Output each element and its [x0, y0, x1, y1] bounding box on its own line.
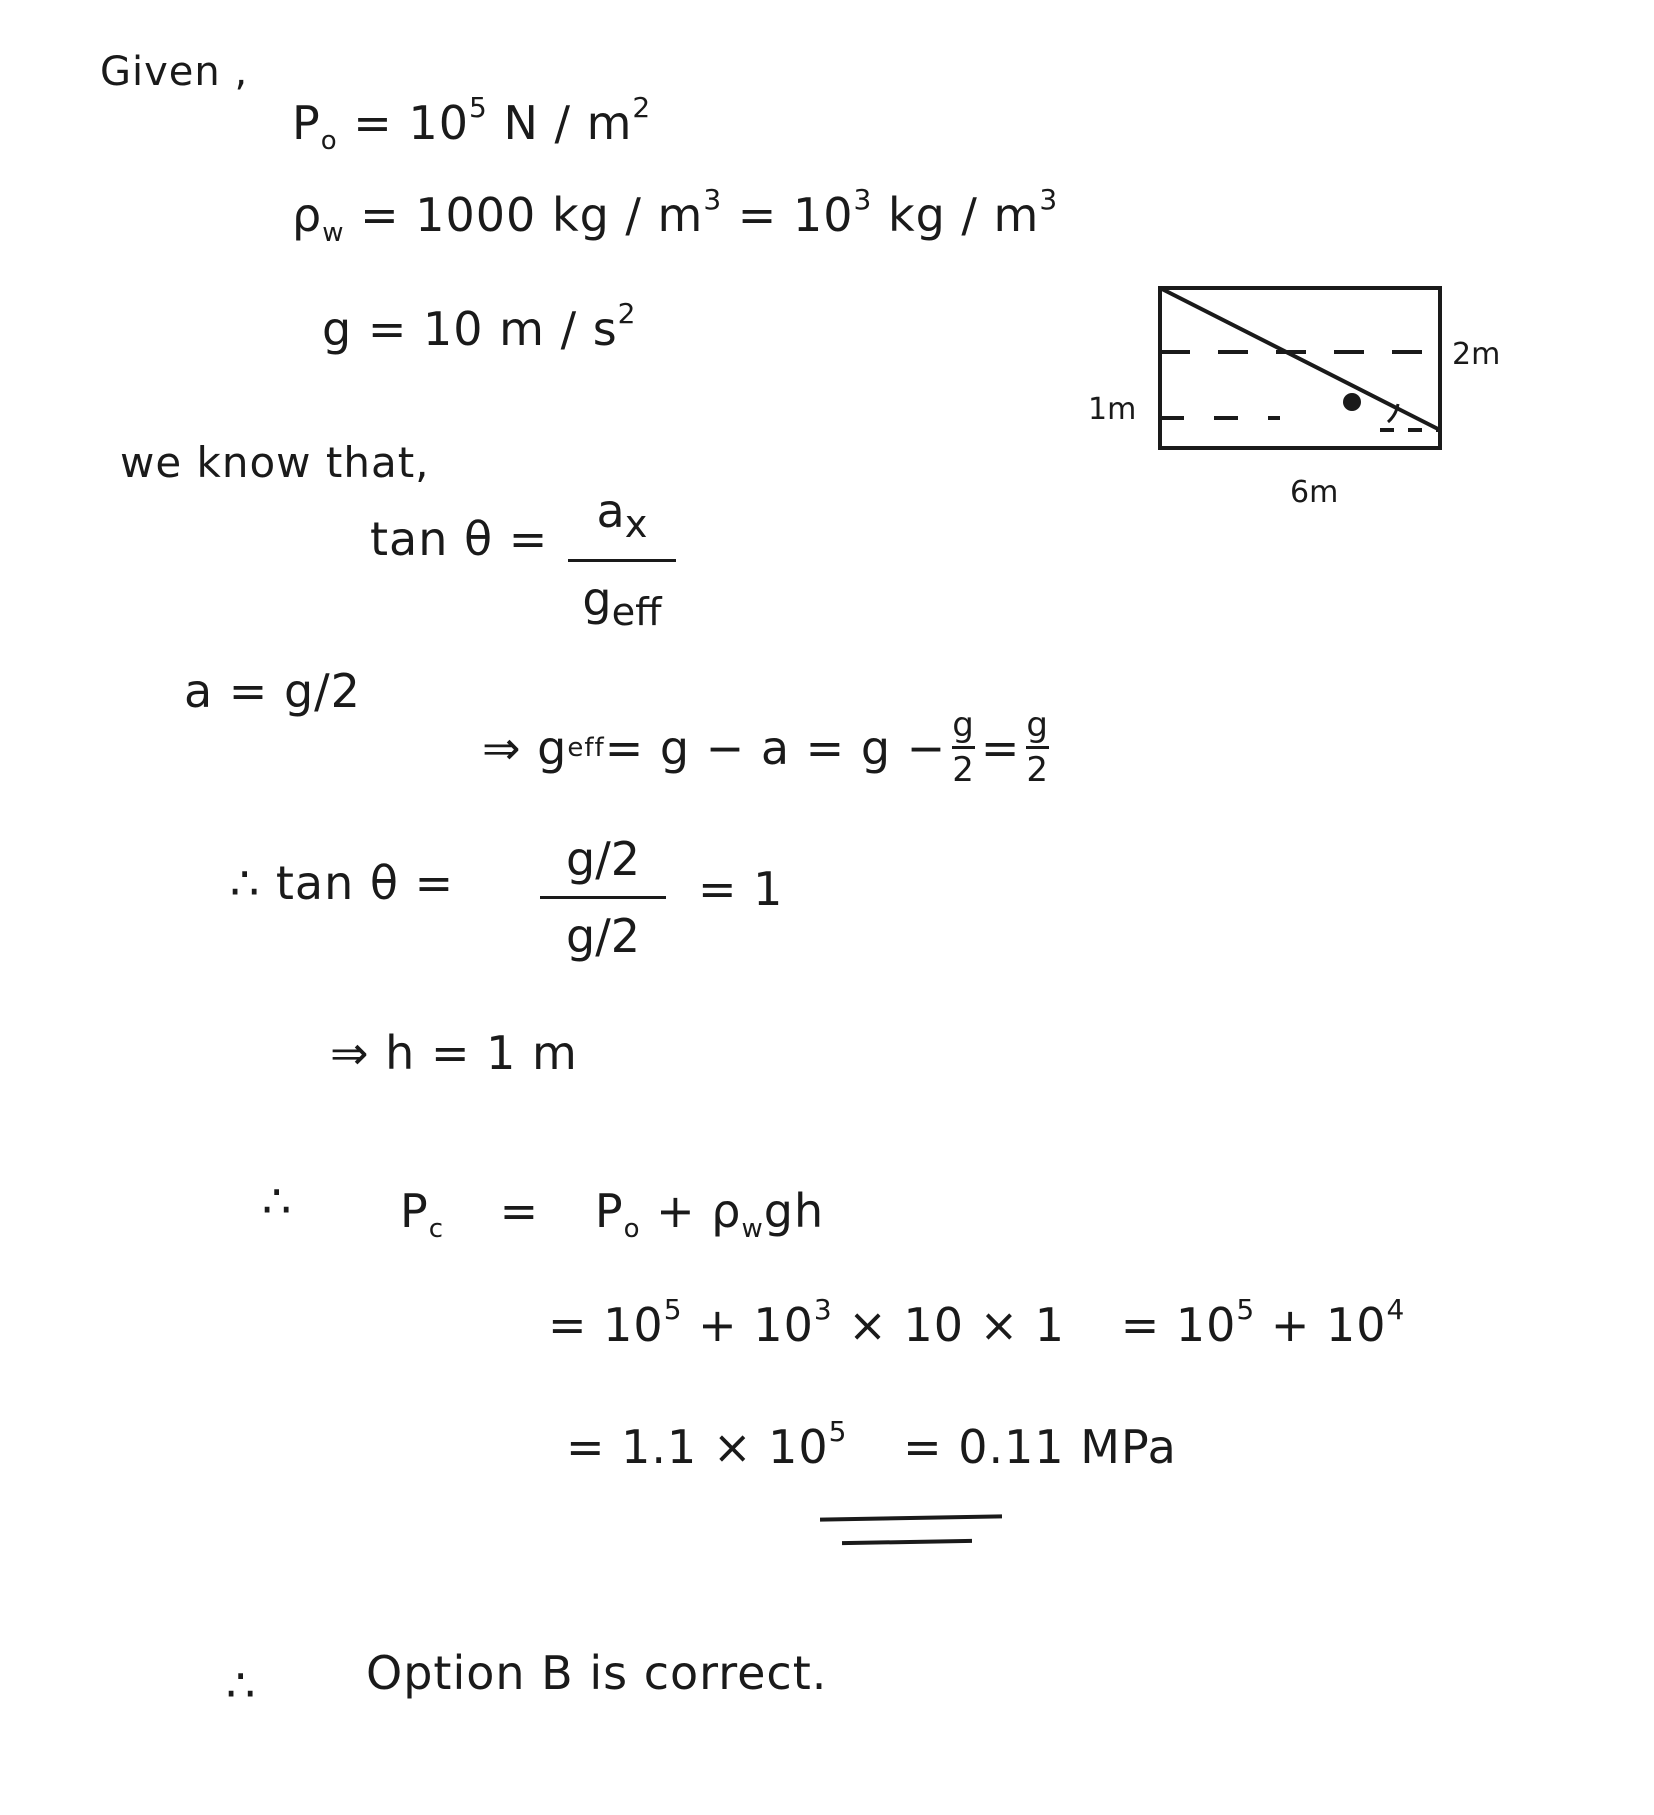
height-result: ⇒ h = 1 m [330, 1026, 578, 1080]
given-rho: $\rho_w = 1000$ kg / $m^3 = 10^3$ kg / $m^3$ [292, 183, 1059, 248]
we-know-that: we know that, [120, 438, 430, 487]
conclusion-text: Option B is correct. [366, 1646, 828, 1700]
tan-calc-rhs: = 1 [698, 862, 784, 916]
geff-equation: ⇒ g eff = g − a = g − g 2 = g 2 [482, 705, 1050, 790]
result-underline-1 [820, 1514, 1002, 1521]
pressure-line-2: = $10^5 + 10^3 \times 10 \times 1 = 10^5 + 10^4$ [548, 1293, 1406, 1352]
given-heading: Given , [100, 49, 249, 95]
tank-outline [1160, 288, 1440, 448]
conclusion-therefore: ∴ [226, 1658, 257, 1712]
tan-formula-fraction: $a_x$ $g_{eff}$ [568, 488, 676, 632]
tan-formula-lhs: tan θ = [370, 512, 549, 566]
given-g: g = 10 m / $s^2$ [322, 297, 637, 356]
pressure-line-3: = $1.1 \times 10^5 = 0.11$ MPa [566, 1415, 1177, 1474]
theta-marker [1343, 393, 1361, 411]
pressure-line-1: $P_c = P_o + \rho_wgh$ [400, 1184, 825, 1244]
tank-diagram [1080, 270, 1520, 500]
pressure-therefore: ∴ [262, 1174, 293, 1228]
given-p0: $P_o = 10^5$ N / $m^2$ [292, 91, 652, 156]
geff-fraction-1: g 2 [952, 705, 975, 790]
geff-fraction-2: g 2 [1026, 705, 1050, 790]
tan-calc-lhs: ∴ tan θ = [230, 856, 455, 910]
accel-value: a = g/2 [184, 664, 361, 718]
diagram-left-label: 1m [1088, 392, 1137, 427]
diagram-bottom-label: 6m [1290, 475, 1339, 510]
diagram-right-label: 2m [1452, 337, 1501, 372]
result-underline-2 [842, 1539, 972, 1545]
tan-calc-fraction: g/2 g/2 [540, 836, 666, 959]
